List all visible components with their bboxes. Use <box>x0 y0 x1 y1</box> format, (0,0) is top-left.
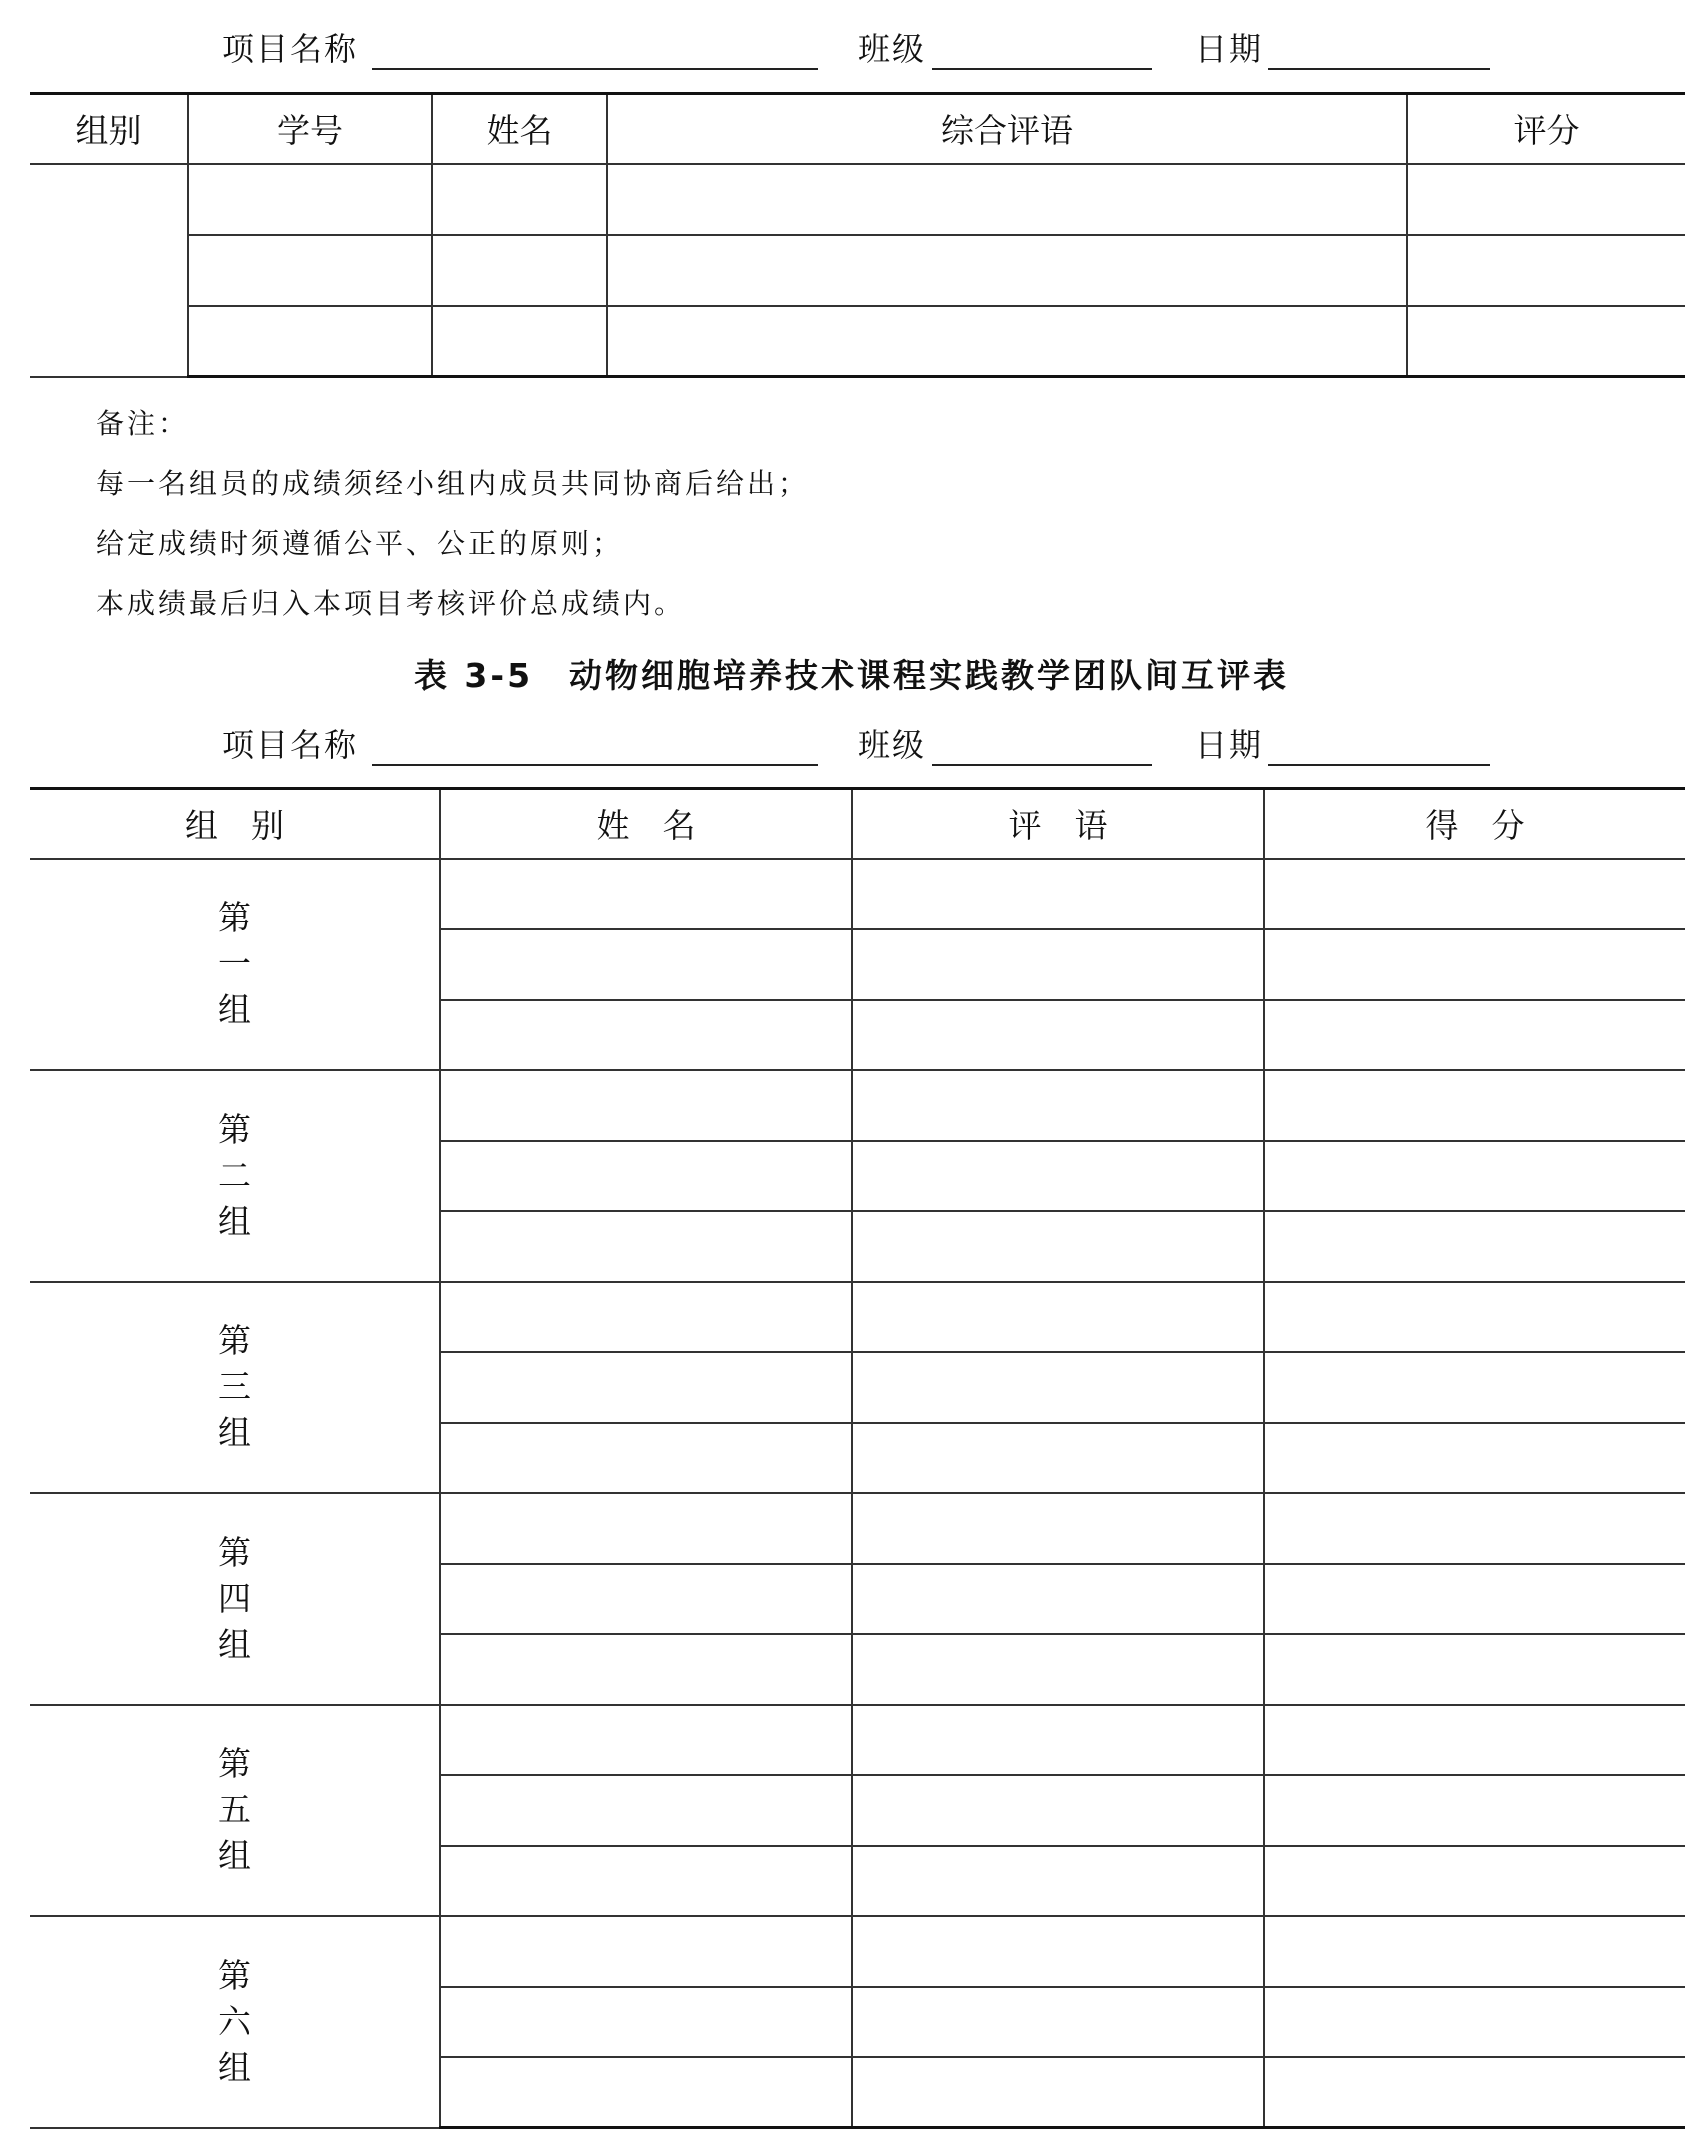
name-cell[interactable] <box>440 1000 852 1071</box>
name-cell[interactable] <box>440 1846 852 1917</box>
class-label: 班级 <box>858 726 927 764</box>
score-cell[interactable] <box>1264 1775 1685 1846</box>
group-label-char: 第 <box>218 1532 251 1572</box>
comment-cell[interactable] <box>852 1705 1264 1776</box>
col-header-name: 姓 名 <box>440 789 852 859</box>
col-header-group: 组别 <box>30 94 188 164</box>
score-cell[interactable] <box>1264 1423 1685 1494</box>
name-cell[interactable] <box>440 1916 852 1987</box>
comment-cell[interactable] <box>852 1564 1264 1635</box>
group-label-char: 第 <box>218 1955 251 1995</box>
name-cell[interactable] <box>440 1564 852 1635</box>
group-label-char: 组 <box>218 1836 251 1876</box>
comment-cell[interactable] <box>852 1423 1264 1494</box>
name-cell[interactable] <box>440 1141 852 1212</box>
table-row <box>30 1916 1685 1987</box>
intra-group-table <box>30 92 1685 378</box>
score-cell[interactable] <box>1264 1916 1685 1987</box>
comment-cell[interactable] <box>852 1282 1264 1353</box>
name-cell[interactable] <box>440 1775 852 1846</box>
col-header-score: 评分 <box>1407 94 1685 164</box>
comment-cell[interactable] <box>852 1000 1264 1071</box>
score-cell[interactable] <box>1264 1000 1685 1071</box>
name-cell[interactable] <box>440 1282 852 1353</box>
group-label-cell <box>30 1070 440 1282</box>
score-cell[interactable] <box>1264 1282 1685 1353</box>
comment-cell[interactable] <box>852 1987 1264 2058</box>
comment-cell[interactable] <box>852 1070 1264 1141</box>
group-label-char: 二 <box>218 1155 251 1195</box>
project-name-label: 项目名称 <box>222 726 359 764</box>
name-cell[interactable] <box>440 929 852 1000</box>
table2-title: 表 3-5 动物细胞培养技术课程实践教学团队间互评表 <box>413 656 1290 695</box>
group-label-char: 第 <box>218 898 251 938</box>
comment-cell[interactable] <box>607 235 1407 306</box>
score-cell[interactable] <box>1264 1634 1685 1705</box>
group-label-char: 组 <box>218 2047 251 2087</box>
table-row <box>30 164 1685 235</box>
name-cell[interactable] <box>440 1987 852 2058</box>
name-cell[interactable] <box>432 306 607 377</box>
comment-cell[interactable] <box>852 1634 1264 1705</box>
date-field[interactable] <box>1268 68 1490 70</box>
student-id-cell[interactable] <box>188 164 432 235</box>
score-cell[interactable] <box>1264 1846 1685 1917</box>
date-label: 日期 <box>1195 30 1264 68</box>
group-label <box>30 1303 439 1471</box>
group-label-cell <box>30 859 440 1071</box>
comment-cell[interactable] <box>852 1493 1264 1564</box>
table-row <box>30 859 1685 930</box>
group-label <box>30 880 439 1048</box>
group-label-cell <box>30 1916 440 2128</box>
name-cell[interactable] <box>440 859 852 930</box>
score-cell[interactable] <box>1264 1705 1685 1776</box>
table-row <box>30 306 1685 377</box>
score-cell[interactable] <box>1264 1141 1685 1212</box>
table-row <box>30 1070 1685 1141</box>
name-cell[interactable] <box>440 1423 852 1494</box>
date-label: 日期 <box>1195 726 1264 764</box>
score-cell[interactable] <box>1407 306 1685 377</box>
score-cell[interactable] <box>1264 1493 1685 1564</box>
class-label: 班级 <box>858 30 927 68</box>
notes <box>96 394 809 634</box>
group-cell[interactable] <box>30 164 188 377</box>
score-cell[interactable] <box>1264 1211 1685 1282</box>
notes-title: 备注： <box>96 407 190 440</box>
class-field[interactable] <box>932 68 1152 70</box>
name-cell[interactable] <box>440 1352 852 1423</box>
score-cell[interactable] <box>1264 1987 1685 2058</box>
group-label <box>30 1726 439 1894</box>
group-label-char: 一 <box>218 944 251 984</box>
project-name-field[interactable] <box>372 764 818 766</box>
comment-cell[interactable] <box>852 929 1264 1000</box>
inter-group-table <box>30 787 1685 2129</box>
name-cell[interactable] <box>440 1493 852 1564</box>
name-cell[interactable] <box>440 2057 852 2128</box>
score-cell[interactable] <box>1264 859 1685 930</box>
comment-cell[interactable] <box>852 859 1264 930</box>
group-label-cell <box>30 1493 440 1705</box>
table-row <box>30 1705 1685 1776</box>
name-cell[interactable] <box>440 1705 852 1776</box>
col-header-name: 姓名 <box>432 94 607 164</box>
group-label-char: 组 <box>218 1413 251 1453</box>
table2-header-fields <box>0 720 1703 770</box>
note-line: 每一名组员的成绩须经小组内成员共同协商后给出； <box>96 467 810 500</box>
group-label-char: 组 <box>218 1624 251 1664</box>
comment-cell[interactable] <box>852 1916 1264 1987</box>
col-header-student-id: 学号 <box>188 94 432 164</box>
comment-cell[interactable] <box>852 1141 1264 1212</box>
group-label-char: 五 <box>218 1790 251 1830</box>
score-cell[interactable] <box>1264 2057 1685 2128</box>
class-field[interactable] <box>932 764 1152 766</box>
group-label-char: 第 <box>218 1109 251 1149</box>
score-cell[interactable] <box>1407 235 1685 306</box>
project-name-label: 项目名称 <box>222 30 359 68</box>
name-cell[interactable] <box>440 1634 852 1705</box>
comment-cell[interactable] <box>852 2057 1264 2128</box>
group-label-char: 组 <box>218 1201 251 1241</box>
name-cell[interactable] <box>440 1070 852 1141</box>
name-cell[interactable] <box>440 1211 852 1282</box>
group-label <box>30 1092 439 1260</box>
comment-cell[interactable] <box>607 306 1407 377</box>
comment-cell[interactable] <box>852 1775 1264 1846</box>
project-name-field[interactable] <box>372 68 818 70</box>
table-row <box>30 1282 1685 1353</box>
student-id-cell[interactable] <box>188 235 432 306</box>
table-row <box>30 235 1685 306</box>
student-id-cell[interactable] <box>188 306 432 377</box>
table-row <box>30 1493 1685 1564</box>
name-cell[interactable] <box>432 235 607 306</box>
date-field[interactable] <box>1268 764 1490 766</box>
col-header-comment: 综合评语 <box>607 94 1407 164</box>
comment-cell[interactable] <box>607 164 1407 235</box>
note-line: 给定成绩时须遵循公平、公正的原则； <box>96 527 624 560</box>
group-label <box>30 1938 439 2106</box>
score-cell[interactable] <box>1264 929 1685 1000</box>
score-cell[interactable] <box>1407 164 1685 235</box>
comment-cell[interactable] <box>852 1352 1264 1423</box>
group-label <box>30 1515 439 1683</box>
table1-header-fields <box>0 24 1703 74</box>
group-label-char: 三 <box>218 1367 251 1407</box>
col-header-score: 得 分 <box>1264 789 1685 859</box>
group-label-char: 第 <box>218 1744 251 1784</box>
score-cell[interactable] <box>1264 1352 1685 1423</box>
comment-cell[interactable] <box>852 1211 1264 1282</box>
group-label-char: 组 <box>218 990 251 1030</box>
score-cell[interactable] <box>1264 1070 1685 1141</box>
group-label-char: 第 <box>218 1321 251 1361</box>
col-header-comment: 评 语 <box>852 789 1264 859</box>
col-header-group: 组 别 <box>30 789 440 859</box>
note-line: 本成绩最后归入本项目考核评价总成绩内。 <box>96 587 686 620</box>
name-cell[interactable] <box>432 164 607 235</box>
group-label-char: 六 <box>218 2001 251 2041</box>
group-label-cell <box>30 1282 440 1494</box>
group-label-cell <box>30 1705 440 1917</box>
comment-cell[interactable] <box>852 1846 1264 1917</box>
group-label-char: 四 <box>218 1578 251 1618</box>
score-cell[interactable] <box>1264 1564 1685 1635</box>
